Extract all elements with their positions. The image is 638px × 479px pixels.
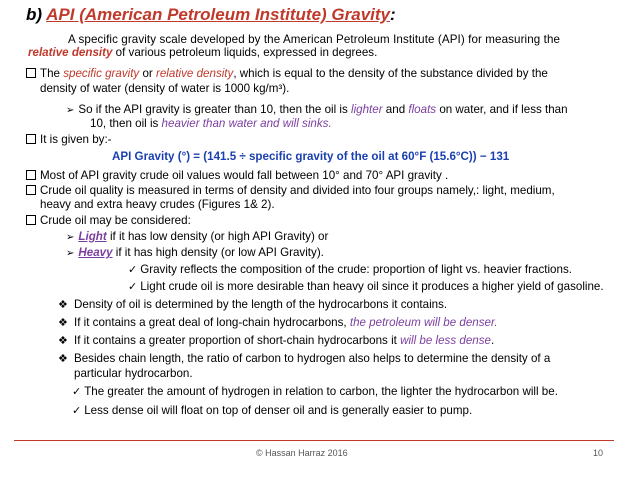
bullet-long-chain: ❖ If it contains a great deal of long-chain hydrocarbons, the petroleum will be denser. [58,316,498,329]
checkmark-icon: ✓ [72,385,82,398]
bullet-less-dense-float: ✓ Less dense oil will float on top of denser oil and is generally easier to pump. [72,404,473,417]
bullet-gravity-reflects: ✓ Gravity reflects the composition of the crude: proportion of light vs. heavier fractions. [128,263,572,276]
checkmark-icon: ✓ [72,404,82,417]
bullet-specific-gravity-cont: density of water (density of water is 1000 kg/m³). [40,82,290,95]
bullet-given-by: It is given by:- [26,133,112,147]
title-main: API (American Petroleum Institute) Gravity [46,5,391,24]
bullet-chain-ratio-cont: particular hydrocarbon. [74,367,193,380]
checkmark-icon: ✓ [128,263,138,276]
diamond-bullet-icon: ❖ [58,316,68,329]
diamond-bullet-icon: ❖ [58,334,68,347]
arrow-bullet-icon: ➢ [66,105,75,116]
title-suffix: : [390,5,396,24]
bullet-api-greater-10: ➢ So if the API gravity is greater than 10, then the oil is lighter and floats on water, and if less than [66,103,568,116]
bullet-density-length: ❖ Density of oil is determined by the length of the hydrocarbons it contains. [58,298,448,311]
bullet-light-desirable: ✓ Light crude oil is more desirable than heavy oil since it produces a higher yield of gasoline. [128,280,604,293]
square-bullet-icon [26,215,36,225]
bullet-light: ➢ Light if it has low density (or high API Gravity) or [66,230,329,243]
bullet-crude-quality-cont: heavy and extra heavy crudes (Figures 1& 2). [40,198,275,211]
arrow-bullet-icon: ➢ [66,248,75,259]
footer-copyright: © Hassan Harraz 2016 [256,448,348,458]
footer-divider [14,440,614,441]
definition-line-1: A specific gravity scale developed by the American Petroleum Institute (API) for measuring the [68,33,561,46]
diamond-bullet-icon: ❖ [58,298,68,311]
page-number: 10 [593,448,604,458]
bullet-crude-considered: Crude oil may be considered: [26,214,191,228]
square-bullet-icon [26,134,36,144]
api-gravity-formula: API Gravity (°) = (141.5 ÷ specific gravity of the oil at 60°F (15.6°C)) − 131 [112,150,510,163]
bullet-crude-quality: Crude oil quality is measured in terms of density and divided into four groups namely,: light, medium, [26,184,555,198]
square-bullet-icon [26,170,36,180]
arrow-bullet-icon: ➢ [66,232,75,243]
bullet-chain-ratio: ❖ Besides chain length, the ratio of carbon to hydrogen also helps to determine the density of a [58,352,551,365]
bullet-specific-gravity: The specific gravity or relative density, which is equal to the density of the substance divided by the [26,67,548,81]
bullet-short-chain: ❖ If it contains a greater proportion of short-chain hydrocarbons it will be less dense. [58,334,495,347]
title-prefix: b) [26,5,47,24]
bullet-api-range: Most of API gravity crude oil values would fall between 10° and 70° API gravity . [26,169,448,183]
square-bullet-icon [26,185,36,195]
slide-title [26,5,396,25]
checkmark-icon: ✓ [128,280,138,293]
bullet-api-less-10: 10, then oil is heavier than water and will sinks. [90,117,332,130]
bullet-hydrogen-ratio: ✓ The greater the amount of hydrogen in relation to carbon, the lighter the hydrocarbon will be. [72,385,558,398]
definition-line-2: relative density of various petroleum liquids, expressed in degrees. [28,46,378,59]
square-bullet-icon [26,68,36,78]
bullet-heavy: ➢ Heavy if it has high density (or low API Gravity). [66,246,324,259]
diamond-bullet-icon: ❖ [58,352,68,365]
